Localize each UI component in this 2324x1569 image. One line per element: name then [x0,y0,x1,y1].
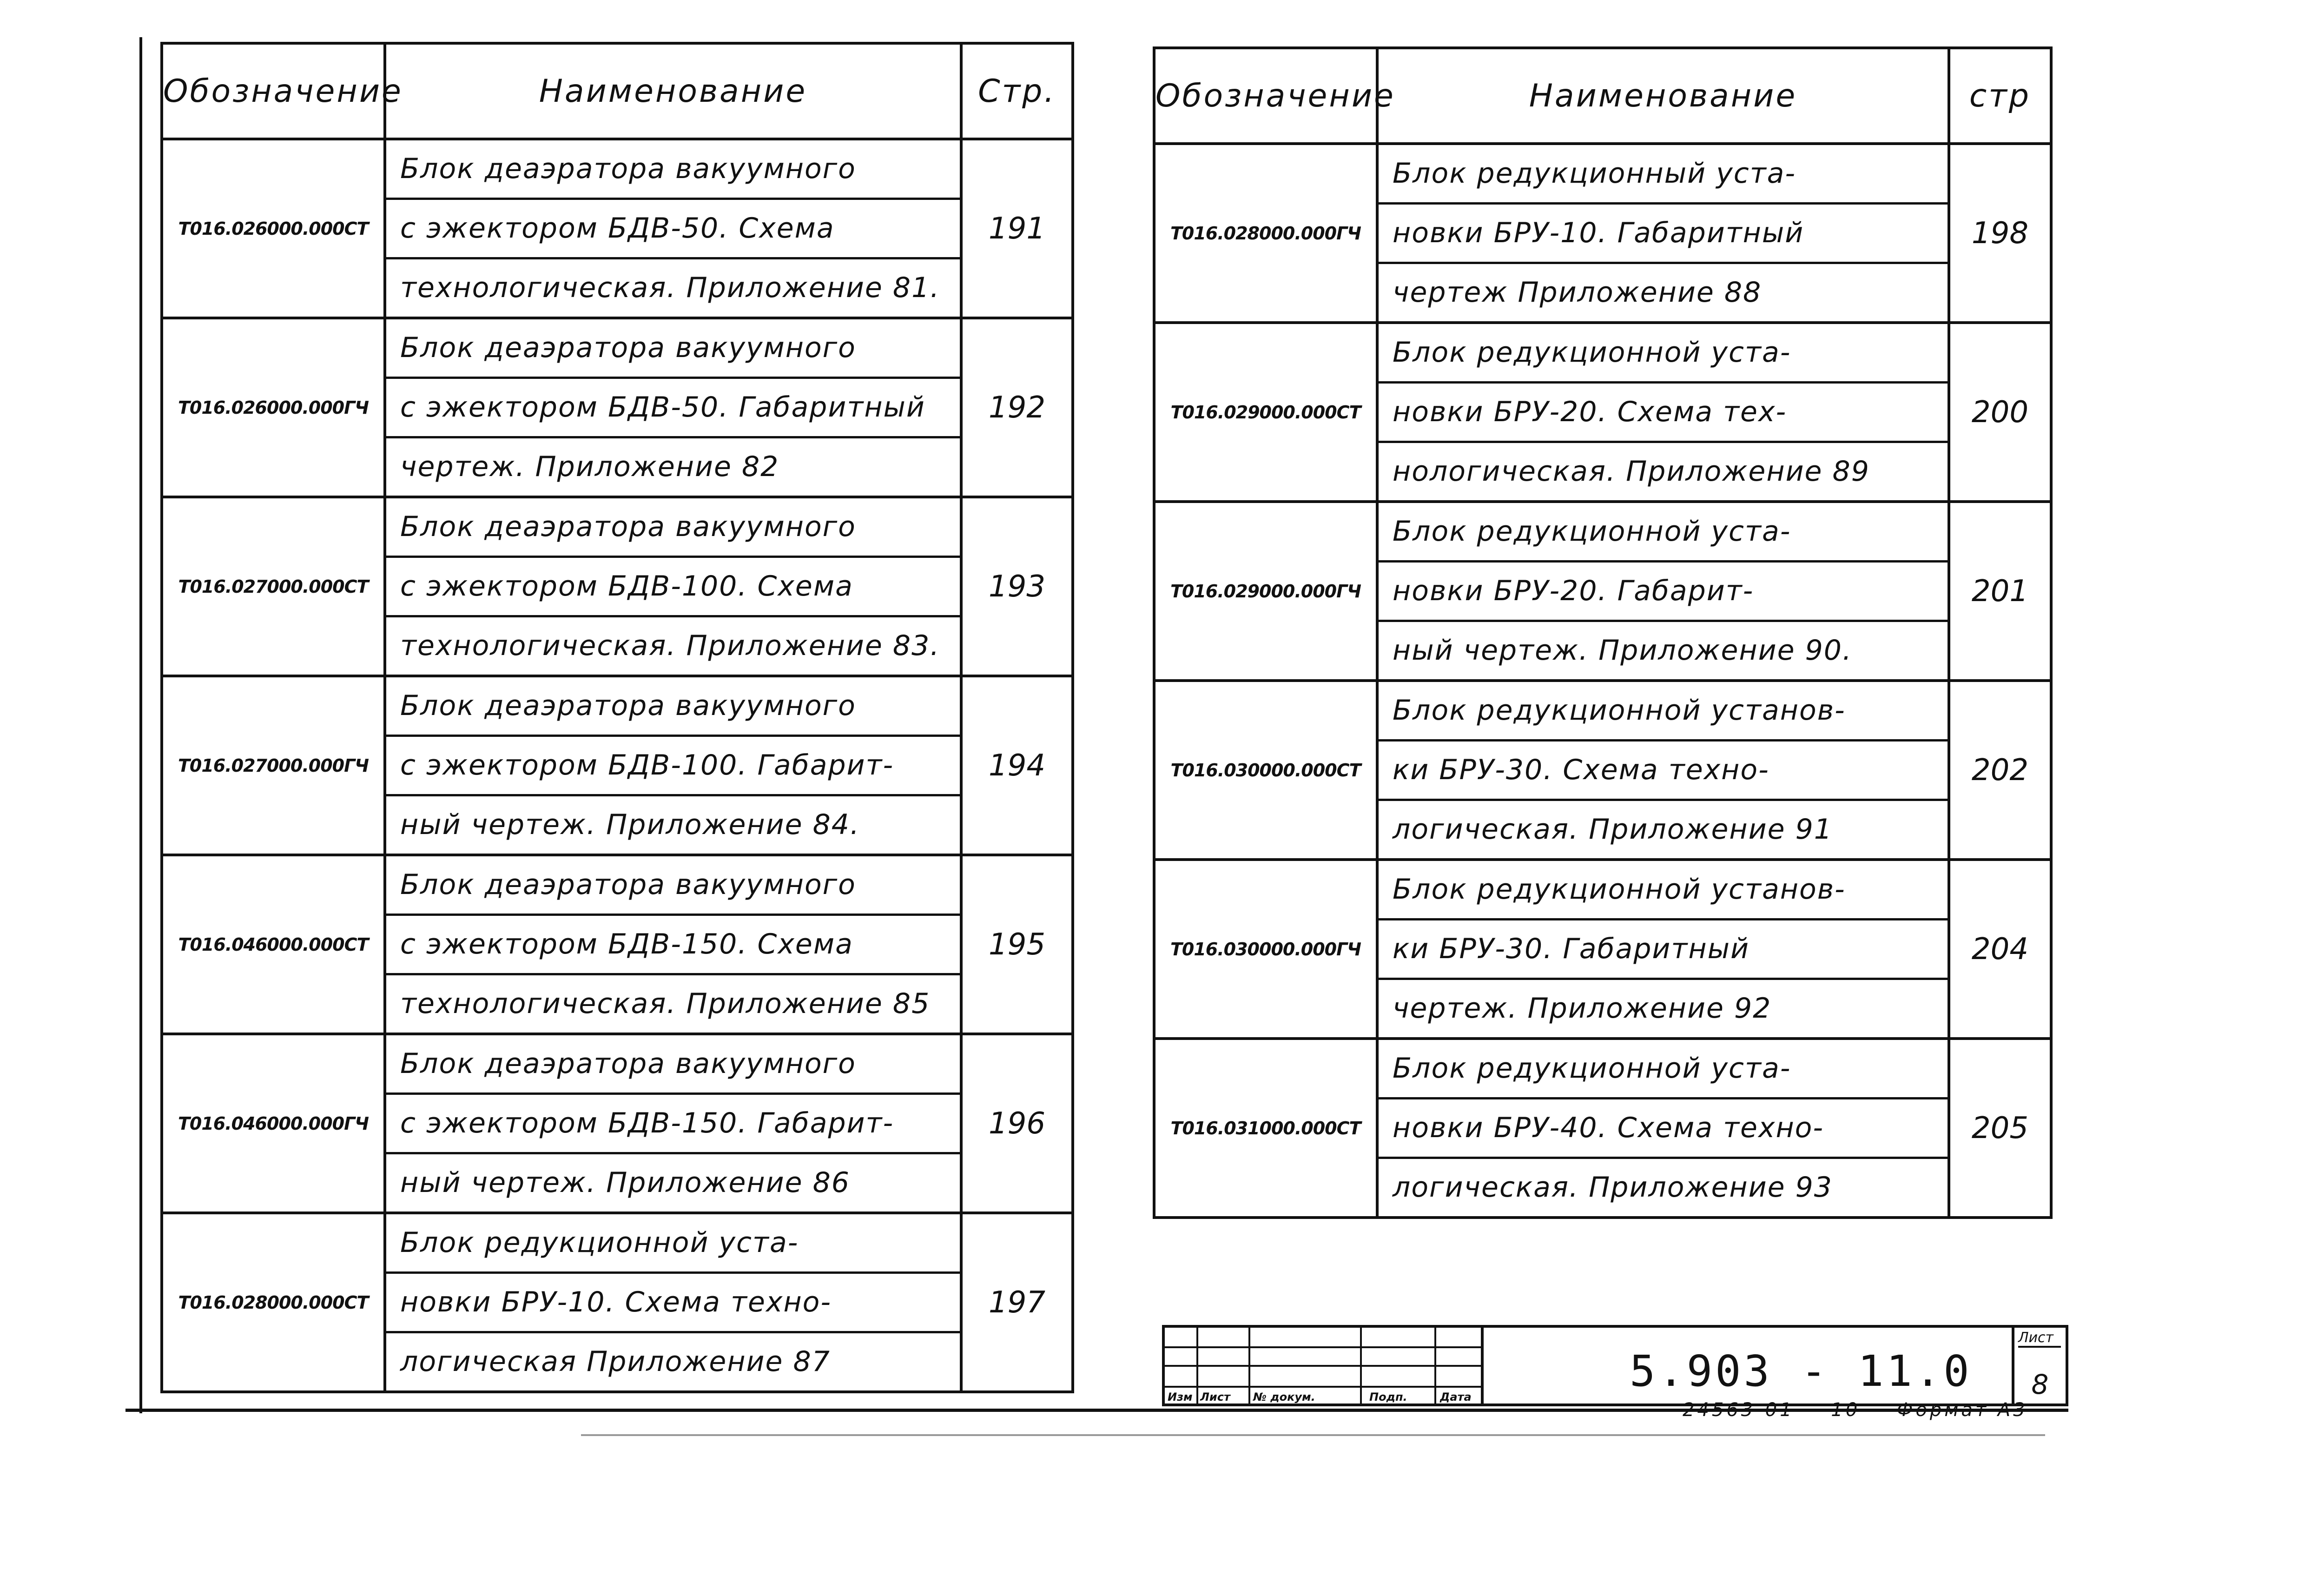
row-code: Т016.028000.000ГЧ [1154,144,1377,323]
row-name [1377,144,1949,323]
row-page: 193 [961,497,1073,676]
name-line: Блок деаэратора вакуумного [386,319,960,379]
row-name [385,676,961,855]
name-line: с эжектором БДВ-50. Габаритный [386,379,960,438]
sheet-box [2012,1328,2066,1403]
name-line: ный чертеж. Приложение 86 [400,1166,850,1199]
name-header: Наименование [385,43,961,139]
row-page: 198 [1949,144,2051,323]
table-row [162,1034,1073,1213]
bottom-note [1683,1399,2056,1421]
table-row [162,497,1073,676]
row-name [385,1034,961,1213]
row-code: Т016.046000.000ГЧ [162,1034,385,1213]
name-line: логическая. Приложение 93 [1393,1171,1833,1204]
name-line: ный чертеж. Приложение 90. [1393,634,1853,667]
table-row [162,676,1073,855]
label-change: Изм [1168,1390,1193,1403]
right-contents-table [1153,46,2053,1219]
row-code: Т016.027000.000ГЧ [162,676,385,855]
name-line: Блок деаэратора вакуумного [386,677,960,737]
name-line: Блок деаэратора вакуумного [386,140,960,200]
sheet-number: 8 [2031,1369,2049,1400]
name-line: ки БРУ-30. Габаритный [1379,920,1948,980]
row-name [1377,323,1949,502]
row-page: 201 [1949,502,2051,681]
row-name [1377,1039,1949,1218]
row-name [385,497,961,676]
revision-grid [1165,1328,1484,1403]
row-code: Т016.026000.000ГЧ [162,318,385,497]
document-number: 5.903 - 11.0 [1630,1346,1972,1396]
row-page: 194 [961,676,1073,855]
row-page: 202 [1949,681,2051,860]
label-signature: Подп. [1369,1390,1407,1403]
name-line: Блок деаэратора вакуумного [386,1035,960,1095]
frame-left-border [139,37,142,1413]
name-line: с эжектором БДВ-100. Схема [386,558,960,617]
row-page: 197 [961,1213,1073,1392]
row-page: 200 [1949,323,2051,502]
name-line: новки БРУ-10. Габаритный [1379,205,1948,264]
page-header: стр [1949,48,2051,144]
row-code: Т016.028000.000СТ [162,1213,385,1392]
name-line: Блок редукционной уста- [386,1214,960,1274]
row-code: Т016.029000.000СТ [1154,323,1377,502]
name-line: Блок деаэратора вакуумного [386,856,960,916]
row-code: Т016.027000.000СТ [162,497,385,676]
name-line: Блок редукционной установ- [1379,861,1948,920]
name-line: чертеж Приложение 88 [1393,276,1762,309]
grid-line [1196,1328,1198,1403]
label-doc-number: № докум. [1253,1390,1315,1403]
row-page: 205 [1949,1039,2051,1218]
row-name [1377,860,1949,1039]
row-code: Т016.046000.000СТ [162,855,385,1034]
row-name [385,1213,961,1392]
frame-bottom-trim-line [581,1434,2045,1436]
grid-line [1360,1328,1362,1403]
table-row [162,139,1073,318]
row-page: 195 [961,855,1073,1034]
name-line: с эжектором БДВ-150. Схема [386,916,960,975]
label-date: Дата [1440,1390,1472,1403]
name-header: Наименование [1377,48,1949,144]
row-code: Т016.031000.000СТ [1154,1039,1377,1218]
name-line: Блок редукционной уста- [1379,503,1948,563]
table-row [1154,323,2051,502]
name-line: с эжектором БДВ-150. Габарит- [386,1095,960,1154]
grid-line [1248,1328,1250,1403]
name-line: технологическая. Приложение 85 [400,987,931,1020]
page-header: Стр. [961,43,1073,139]
name-line: с эжектором БДВ-50. Схема [386,200,960,259]
table-row [162,318,1073,497]
name-line: Блок редукционной установ- [1379,682,1948,741]
name-line: новки БРУ-20. Габарит- [1379,563,1948,622]
table-row [1154,860,2051,1039]
table-row [162,1213,1073,1392]
designation-header: Обозначение [162,43,385,139]
row-page: 191 [961,139,1073,318]
grid-line [1165,1346,1481,1348]
name-line: ный чертеж. Приложение 84. [400,808,860,841]
row-page: 196 [961,1034,1073,1213]
left-contents-table [160,42,1074,1393]
row-name [1377,502,1949,681]
row-page: 204 [1949,860,2051,1039]
copy-number: 10 [1831,1399,1861,1421]
paper-format: Формат А3 [1896,1399,2028,1421]
name-line: Блок деаэратора вакуумного [386,498,960,558]
table-row [1154,144,2051,323]
name-line: новки БРУ-40. Схема техно- [1379,1099,1948,1159]
table-row [1154,502,2051,681]
name-line: новки БРУ-20. Схема тех- [1379,384,1948,443]
name-line: логическая. Приложение 91 [1393,813,1833,846]
name-line: Блок редукционный уста- [1379,145,1948,205]
row-code: Т016.026000.000СТ [162,139,385,318]
name-line: новки БРУ-10. Схема техно- [386,1274,960,1333]
table-row [162,855,1073,1034]
table-row [1154,1039,2051,1218]
name-line: ки БРУ-30. Схема техно- [1379,741,1948,801]
name-line: нологическая. Приложение 89 [1393,455,1870,488]
name-line: чертеж. Приложение 92 [1393,992,1772,1025]
left-table-header [162,43,1073,139]
row-code: Т016.030000.000ГЧ [1154,860,1377,1039]
grid-line [1434,1328,1436,1403]
name-line: с эжектором БДВ-100. Габарит- [386,737,960,796]
designation-header: Обозначение [1154,48,1377,144]
sheet-label: Лист [2018,1330,2061,1348]
name-line: чертеж. Приложение 82 [400,450,779,483]
title-block [1162,1325,2068,1406]
grid-line [1165,1365,1481,1367]
row-name [1377,681,1949,860]
row-page: 192 [961,318,1073,497]
row-code: Т016.030000.000СТ [1154,681,1377,860]
right-table-header [1154,48,2051,144]
row-name [385,139,961,318]
table-row [1154,681,2051,860]
row-name [385,318,961,497]
name-line: технологическая. Приложение 83. [400,629,940,662]
name-line: логическая Приложение 87 [400,1345,831,1378]
label-sheet: Лист [1200,1390,1230,1403]
row-code: Т016.029000.000ГЧ [1154,502,1377,681]
name-line: технологическая. Приложение 81. [400,271,940,304]
grid-line [1165,1386,1481,1388]
name-line: Блок редукционной уста- [1379,1040,1948,1099]
row-name [385,855,961,1034]
inventory-number: 24563-01 [1683,1399,1795,1421]
name-line: Блок редукционной уста- [1379,324,1948,384]
